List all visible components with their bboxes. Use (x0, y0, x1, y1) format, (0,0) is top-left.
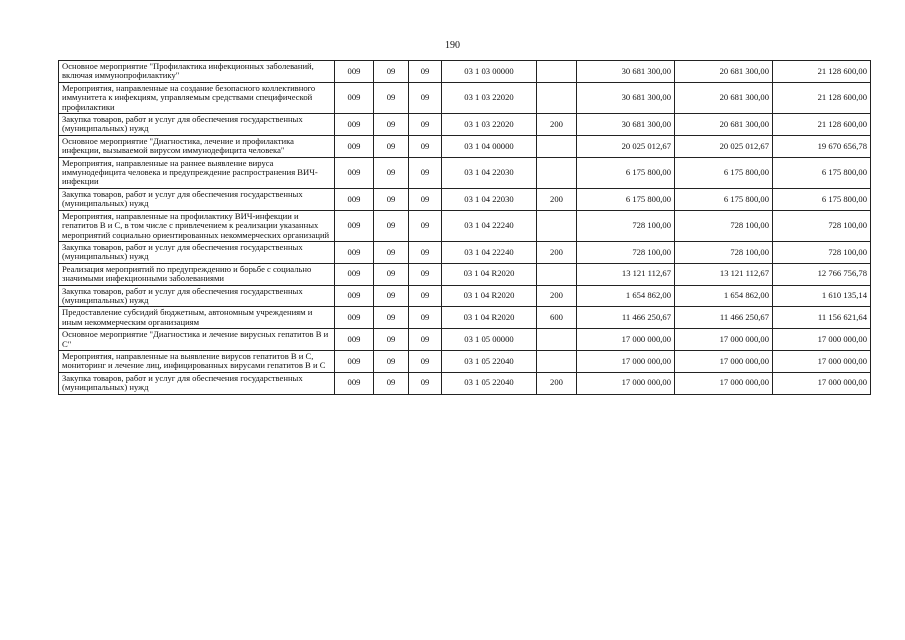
table-row (59, 263, 871, 285)
expense-name-cell: Основное мероприятие "Диагностика, лечение и профилактика инфекции, вызываемой вирусом иммунодефицита человека" (59, 135, 335, 157)
amount-year-3-cell: 21 128 600,00 (773, 114, 871, 136)
expense-name-cell: Основное мероприятие "Диагностика и лечение вирусных гепатитов В и С" (59, 329, 335, 351)
amount-year-2-cell: 20 681 300,00 (675, 61, 773, 83)
expense-name-cell: Закупка товаров, работ и услуг для обеспечения государственных (муниципальных) нужд (59, 241, 335, 263)
department-code-cell: 009 (335, 285, 374, 307)
department-code-cell: 009 (335, 188, 374, 210)
table-row (59, 350, 871, 372)
expense-name-cell: Реализация мероприятий по предупреждению и борьбе с социально значимыми инфекционными заболеваниями (59, 263, 335, 285)
section-code-cell: 09 (374, 188, 409, 210)
expense-type-cell: 200 (537, 372, 577, 394)
page-number: 190 (445, 40, 460, 51)
subsection-code-cell: 09 (409, 157, 442, 188)
target-article-cell: 03 1 04 22030 (442, 188, 537, 210)
amount-year-2-cell: 728 100,00 (675, 241, 773, 263)
subsection-code-cell: 09 (409, 61, 442, 83)
expense-name-cell: Мероприятия, направленные на профилактику ВИЧ-инфекции и гепатитов В и С, в том числе с привлечением к реализации указанных мероприятий социально ориентированных некоммерческих организаций (59, 210, 335, 241)
amount-year-3-cell: 728 100,00 (773, 210, 871, 241)
department-code-cell: 009 (335, 114, 374, 136)
subsection-code-cell: 09 (409, 350, 442, 372)
section-code-cell: 09 (374, 61, 409, 83)
department-code-cell: 009 (335, 350, 374, 372)
section-code-cell: 09 (374, 210, 409, 241)
amount-year-1-cell: 13 121 112,67 (577, 263, 675, 285)
department-code-cell: 009 (335, 307, 374, 329)
subsection-code-cell: 09 (409, 210, 442, 241)
target-article-cell: 03 1 04 22030 (442, 157, 537, 188)
target-article-cell: 03 1 03 00000 (442, 61, 537, 83)
section-code-cell: 09 (374, 135, 409, 157)
target-article-cell: 03 1 04 R2020 (442, 263, 537, 285)
subsection-code-cell: 09 (409, 135, 442, 157)
target-article-cell: 03 1 04 00000 (442, 135, 537, 157)
target-article-cell: 03 1 04 22240 (442, 241, 537, 263)
subsection-code-cell: 09 (409, 307, 442, 329)
table-row (59, 114, 871, 136)
expense-type-cell (537, 157, 577, 188)
table-row (59, 157, 871, 188)
expense-type-cell (537, 263, 577, 285)
section-code-cell: 09 (374, 307, 409, 329)
expense-type-cell: 200 (537, 114, 577, 136)
expense-name-cell: Закупка товаров, работ и услуг для обеспечения государственных (муниципальных) нужд (59, 285, 335, 307)
amount-year-3-cell: 6 175 800,00 (773, 157, 871, 188)
amount-year-3-cell: 21 128 600,00 (773, 82, 871, 113)
amount-year-1-cell: 728 100,00 (577, 210, 675, 241)
table-row (59, 135, 871, 157)
table-row (59, 307, 871, 329)
table-body (59, 61, 871, 395)
table-row (59, 210, 871, 241)
department-code-cell: 009 (335, 241, 374, 263)
expense-name-cell: Мероприятия, направленные на создание безопасного коллективного иммунитета к инфекциям, управляемым средствами специфической профилактики (59, 82, 335, 113)
amount-year-1-cell: 30 681 300,00 (577, 114, 675, 136)
expense-type-cell: 200 (537, 241, 577, 263)
amount-year-2-cell: 17 000 000,00 (675, 329, 773, 351)
section-code-cell: 09 (374, 285, 409, 307)
amount-year-1-cell: 11 466 250,67 (577, 307, 675, 329)
expense-type-cell: 200 (537, 285, 577, 307)
expense-type-cell (537, 135, 577, 157)
section-code-cell: 09 (374, 372, 409, 394)
amount-year-2-cell: 13 121 112,67 (675, 263, 773, 285)
amount-year-2-cell: 17 000 000,00 (675, 350, 773, 372)
amount-year-2-cell: 20 681 300,00 (675, 114, 773, 136)
department-code-cell: 009 (335, 263, 374, 285)
amount-year-2-cell: 20 681 300,00 (675, 82, 773, 113)
target-article-cell: 03 1 05 22040 (442, 372, 537, 394)
table-row (59, 285, 871, 307)
section-code-cell: 09 (374, 350, 409, 372)
amount-year-1-cell: 6 175 800,00 (577, 157, 675, 188)
amount-year-1-cell: 728 100,00 (577, 241, 675, 263)
expense-name-cell: Мероприятия, направленные на раннее выявление вируса иммунодефицита человека и предупреждение распространения ВИЧ-инфекции (59, 157, 335, 188)
expense-type-cell (537, 82, 577, 113)
subsection-code-cell: 09 (409, 82, 442, 113)
table-row (59, 188, 871, 210)
table-row (59, 241, 871, 263)
section-code-cell: 09 (374, 263, 409, 285)
amount-year-1-cell: 17 000 000,00 (577, 372, 675, 394)
department-code-cell: 009 (335, 372, 374, 394)
budget-table (58, 60, 871, 395)
amount-year-3-cell: 728 100,00 (773, 241, 871, 263)
amount-year-1-cell: 30 681 300,00 (577, 61, 675, 83)
amount-year-2-cell: 1 654 862,00 (675, 285, 773, 307)
expense-name-cell: Мероприятия, направленные на выявление вирусов гепатитов В и С, мониторинг и лечение лиц, инфицированных вирусами гепатитов В и С (59, 350, 335, 372)
amount-year-1-cell: 17 000 000,00 (577, 350, 675, 372)
section-code-cell: 09 (374, 241, 409, 263)
section-code-cell: 09 (374, 114, 409, 136)
expense-name-cell: Закупка товаров, работ и услуг для обеспечения государственных (муниципальных) нужд (59, 114, 335, 136)
target-article-cell: 03 1 03 22020 (442, 82, 537, 113)
amount-year-3-cell: 19 670 656,78 (773, 135, 871, 157)
target-article-cell: 03 1 05 22040 (442, 350, 537, 372)
table-row (59, 372, 871, 394)
table-row (59, 61, 871, 83)
expense-type-cell: 200 (537, 188, 577, 210)
amount-year-3-cell: 17 000 000,00 (773, 350, 871, 372)
section-code-cell: 09 (374, 329, 409, 351)
department-code-cell: 009 (335, 210, 374, 241)
department-code-cell: 009 (335, 82, 374, 113)
subsection-code-cell: 09 (409, 329, 442, 351)
department-code-cell: 009 (335, 329, 374, 351)
expense-name-cell: Предоставление субсидий бюджетным, автономным учреждениям и иным некоммерческим организациям (59, 307, 335, 329)
target-article-cell: 03 1 03 22020 (442, 114, 537, 136)
amount-year-1-cell: 6 175 800,00 (577, 188, 675, 210)
amount-year-3-cell: 17 000 000,00 (773, 372, 871, 394)
amount-year-3-cell: 17 000 000,00 (773, 329, 871, 351)
amount-year-2-cell: 17 000 000,00 (675, 372, 773, 394)
amount-year-1-cell: 1 654 862,00 (577, 285, 675, 307)
subsection-code-cell: 09 (409, 114, 442, 136)
target-article-cell: 03 1 04 22240 (442, 210, 537, 241)
subsection-code-cell: 09 (409, 241, 442, 263)
subsection-code-cell: 09 (409, 372, 442, 394)
amount-year-3-cell: 11 156 621,64 (773, 307, 871, 329)
department-code-cell: 009 (335, 157, 374, 188)
department-code-cell: 009 (335, 61, 374, 83)
subsection-code-cell: 09 (409, 188, 442, 210)
table-row (59, 82, 871, 113)
expense-type-cell: 600 (537, 307, 577, 329)
expense-name-cell: Основное мероприятие "Профилактика инфекционных заболеваний, включая иммунопрофилактику" (59, 61, 335, 83)
expense-type-cell (537, 210, 577, 241)
amount-year-2-cell: 728 100,00 (675, 210, 773, 241)
department-code-cell: 009 (335, 135, 374, 157)
amount-year-1-cell: 17 000 000,00 (577, 329, 675, 351)
section-code-cell: 09 (374, 157, 409, 188)
amount-year-2-cell: 11 466 250,67 (675, 307, 773, 329)
amount-year-3-cell: 12 766 756,78 (773, 263, 871, 285)
amount-year-1-cell: 20 025 012,67 (577, 135, 675, 157)
section-code-cell: 09 (374, 82, 409, 113)
amount-year-3-cell: 21 128 600,00 (773, 61, 871, 83)
target-article-cell: 03 1 04 R2020 (442, 285, 537, 307)
amount-year-2-cell: 6 175 800,00 (675, 188, 773, 210)
expense-name-cell: Закупка товаров, работ и услуг для обеспечения государственных (муниципальных) нужд (59, 372, 335, 394)
table-row (59, 329, 871, 351)
amount-year-2-cell: 20 025 012,67 (675, 135, 773, 157)
amount-year-1-cell: 30 681 300,00 (577, 82, 675, 113)
amount-year-3-cell: 1 610 135,14 (773, 285, 871, 307)
target-article-cell: 03 1 05 00000 (442, 329, 537, 351)
expense-type-cell (537, 329, 577, 351)
target-article-cell: 03 1 04 R2020 (442, 307, 537, 329)
expense-type-cell (537, 61, 577, 83)
amount-year-2-cell: 6 175 800,00 (675, 157, 773, 188)
subsection-code-cell: 09 (409, 263, 442, 285)
expense-type-cell (537, 350, 577, 372)
expense-name-cell: Закупка товаров, работ и услуг для обеспечения государственных (муниципальных) нужд (59, 188, 335, 210)
amount-year-3-cell: 6 175 800,00 (773, 188, 871, 210)
subsection-code-cell: 09 (409, 285, 442, 307)
